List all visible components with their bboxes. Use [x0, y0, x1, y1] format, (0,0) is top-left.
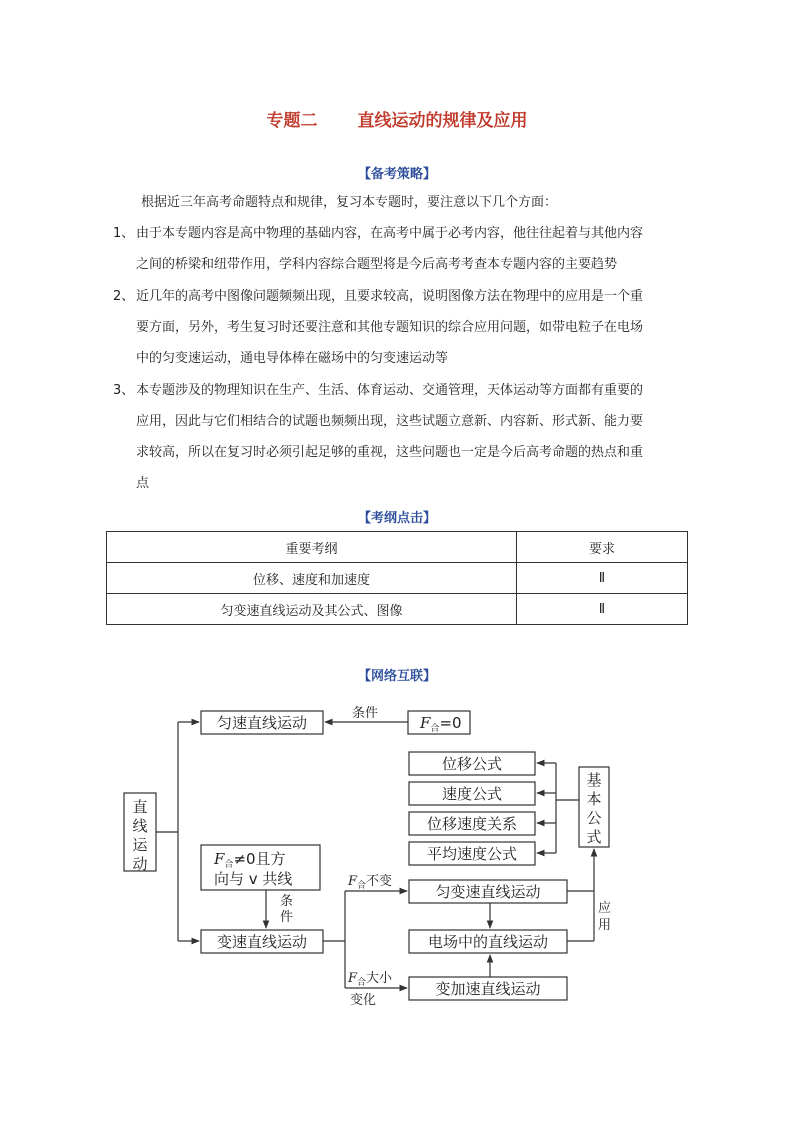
- item-line: 由于本专题内容是高中物理的基础内容，在高考中属于必考内容，他往往起着与其他内容: [136, 226, 644, 241]
- f-const-label: $F_合$不变: [348, 874, 393, 891]
- basic-char: 基: [586, 771, 602, 789]
- item-line: 应用，因此与它们相结合的试题也频频出现，这些试题立意新、内容新、形式新、能力要: [136, 414, 644, 429]
- network-heading: 【网络互联】: [357, 669, 436, 684]
- outline-heading: 【考纲点击】: [357, 511, 436, 526]
- formula-label: 平均速度公式: [426, 845, 518, 863]
- formula-label: 位移速度关系: [426, 815, 518, 833]
- item-line: 要方面，另外，考生复习时还要注意和其他专题知识的综合应用问题，如带电粒子在电场: [136, 320, 644, 335]
- basic-char: 公: [586, 809, 602, 827]
- table-cell: 位移、速度和加速度: [107, 563, 517, 594]
- header-cell: 要求: [517, 532, 688, 563]
- basic-char: 本: [586, 790, 602, 808]
- table-cell: 匀变速直线运动及其公式、图像: [107, 594, 517, 625]
- electric-label: 电场中的直线运动: [427, 933, 549, 951]
- variable-label: 变速直线运动: [216, 933, 308, 951]
- item-number: 2、: [113, 289, 135, 304]
- page-title: 专题二 直线运动的规律及应用: [266, 111, 528, 131]
- item-number: 1、: [113, 226, 135, 241]
- f-nonzero-label: $F_合\ne 0$且方: [214, 850, 286, 870]
- basic-char: 式: [586, 828, 602, 846]
- f-vary-label: $F_合$大小: [348, 971, 393, 988]
- formula-label: 位移公式: [441, 755, 503, 773]
- strategy-heading: 【备考策略】: [357, 167, 436, 182]
- f-zero-label: $F_合=0$: [420, 714, 462, 734]
- uniform-label: 匀速直线运动: [216, 714, 308, 732]
- apply-char: 应: [598, 901, 612, 916]
- condition-char: 件: [280, 910, 294, 925]
- root-char: 动: [132, 855, 148, 873]
- item-line: 近几年的高考中图像问题频频出现，且要求较高，说明图像方法在物理中的应用是一个重: [136, 289, 644, 304]
- formula-label: 速度公式: [441, 785, 503, 803]
- item-line: 之间的桥梁和纽带作用，学科内容综合题型将是今后高考考查本专题内容的主要趋势: [136, 257, 618, 272]
- root-char: 直: [132, 798, 148, 816]
- item-line: 本专题涉及的物理知识在生产、生活、体育运动、交通管理，天体运动等方面都有重要的: [136, 383, 644, 398]
- table-cell: Ⅱ: [517, 563, 688, 594]
- apply-char: 用: [598, 918, 612, 933]
- item-number: 3、: [113, 383, 135, 398]
- item-line: 中的匀变速运动，通电导体棒在磁场中的匀变速运动等: [136, 351, 449, 366]
- root-char: 线: [132, 817, 148, 835]
- strategy-intro: 根据近三年高考命题特点和规律，复习本专题时，要注意以下几个方面：: [141, 195, 558, 210]
- condition-label: 条件: [351, 706, 379, 721]
- uniform-accel-label: 匀变速直线运动: [435, 883, 541, 901]
- item-line: 点: [136, 476, 150, 491]
- condition-char: 条: [280, 894, 294, 909]
- f-vary-line2: 变化: [350, 993, 377, 1008]
- var-accel-label: 变加速直线运动: [435, 980, 541, 998]
- table-cell: Ⅱ: [517, 594, 688, 625]
- item-line: 求较高，所以在复习时必须引起足够的重视，这些问题也一定是今后高考命题的热点和重: [136, 445, 644, 460]
- root-char: 运: [132, 836, 148, 854]
- f-nonzero-line2: 向与 v 共线: [214, 870, 293, 888]
- header-cell: 重要考纲: [107, 532, 517, 563]
